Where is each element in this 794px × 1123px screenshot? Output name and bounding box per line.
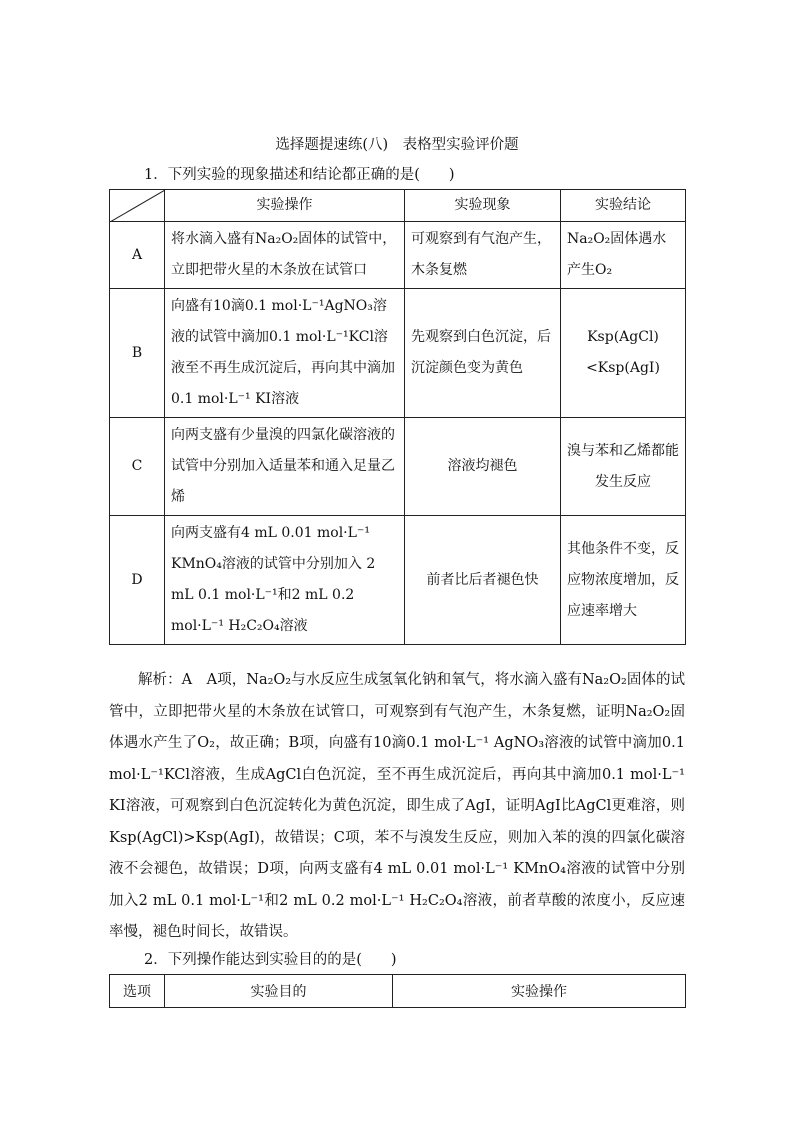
question-1-stem: 1．下列实验的现象描述和结论都正确的是( ): [144, 167, 455, 183]
operation-cell: 向两支盛有4 mL 0.01 mol·L⁻¹ KMnO₄溶液的试管中分别加入 2 mL 0.1 mol·L⁻¹和2 mL 0.2 mol·L⁻¹ H₂C₂O₄溶液: [165, 516, 405, 645]
diagonal-header-cell: [110, 190, 165, 222]
row-label: A: [110, 222, 165, 289]
analysis-paragraph: 解析：A A项，Na₂O₂与水反应生成氢氧化钠和氧气，将水滴入盛有Na₂O₂固体的试管中，立即把带火星的木条放在试管口，可观察到有气泡产生，木条复燃，证明Na₂O₂固体遇水产生了O₂，故正确；B项，向盛有10滴0.1 mol·L⁻¹ AgNO₃溶液的试管中滴加0.1 mol·L⁻¹KCl溶液，生成AgCl白色沉淀，至不再生成沉淀后，再向其中滴加0.1 mol·L⁻¹ KI溶液，可观察到白色沉淀转化为黄色沉淀，即生成了AgI，证明AgI比AgCl更难溶，则Ksp(AgCl)>Ksp(AgI)，故错误；C项，苯不与溴发生反应，则加入苯的溴的四氯化碳溶液不会褪色，故错误；D项，向两支盛有4 mL 0.01 mol·L⁻¹ KMnO₄溶液的试管中分别加入2 mL 0.1 mol·L⁻¹和2 mL 0.2 mol·L⁻¹ H₂C₂O₄溶液，前者草酸的浓度小，反应速率慢，褪色时间长，故错误。: [109, 672, 685, 940]
header-phenomenon: 实验现象: [405, 190, 561, 222]
header-operation: 实验操作: [165, 190, 405, 222]
phenomenon-cell: 前者比后者褪色快: [405, 516, 561, 645]
page-title: 选择题提速练(八) 表格型实验评价题: [275, 137, 519, 153]
analysis-text: [109, 665, 685, 949]
table-row: [110, 289, 686, 418]
table-row: [110, 516, 686, 645]
table-row: [110, 418, 686, 516]
phenomenon-cell: 溶液均褪色: [405, 418, 561, 516]
row-label: C: [110, 418, 165, 516]
conclusion-cell: 溴与苯和乙烯都能发生反应: [561, 418, 686, 516]
conclusion-cell: Na₂O₂固体遇水产生O₂: [561, 222, 686, 289]
header-option: 选项: [110, 975, 165, 1008]
question-2-table: [109, 974, 686, 1008]
question-1-table: [109, 189, 686, 645]
phenomenon-cell: 可观察到有气泡产生，木条复燃: [405, 222, 561, 289]
row-label: D: [110, 516, 165, 645]
header-operation: 实验操作: [393, 975, 686, 1008]
table-header-row: [110, 975, 686, 1008]
table-header-row: [110, 190, 686, 222]
question-2-stem: 2．下列操作能达到实验目的的是( ): [144, 952, 397, 968]
operation-cell: 向两支盛有少量溴的四氯化碳溶液的试管中分别加入适量苯和通入足量乙烯: [165, 418, 405, 516]
diagonal-line: [110, 190, 165, 222]
phenomenon-cell: 先观察到白色沉淀，后沉淀颜色变为黄色: [405, 289, 561, 418]
operation-cell: 向盛有10滴0.1 mol·L⁻¹AgNO₃溶液的试管中滴加0.1 mol·L⁻¹KCl溶液至不再生成沉淀后，再向其中滴加0.1 mol·L⁻¹ KI溶液: [165, 289, 405, 418]
table-row: [110, 222, 686, 289]
header-purpose: 实验目的: [165, 975, 393, 1008]
header-conclusion: 实验结论: [561, 190, 686, 222]
conclusion-cell: 其他条件不变，反应物浓度增加，反应速率增大: [561, 516, 686, 645]
operation-cell: 将水滴入盛有Na₂O₂固体的试管中，立即把带火星的木条放在试管口: [165, 222, 405, 289]
row-label: B: [110, 289, 165, 418]
conclusion-cell: Ksp(AgCl)<Ksp(AgI): [561, 289, 686, 418]
